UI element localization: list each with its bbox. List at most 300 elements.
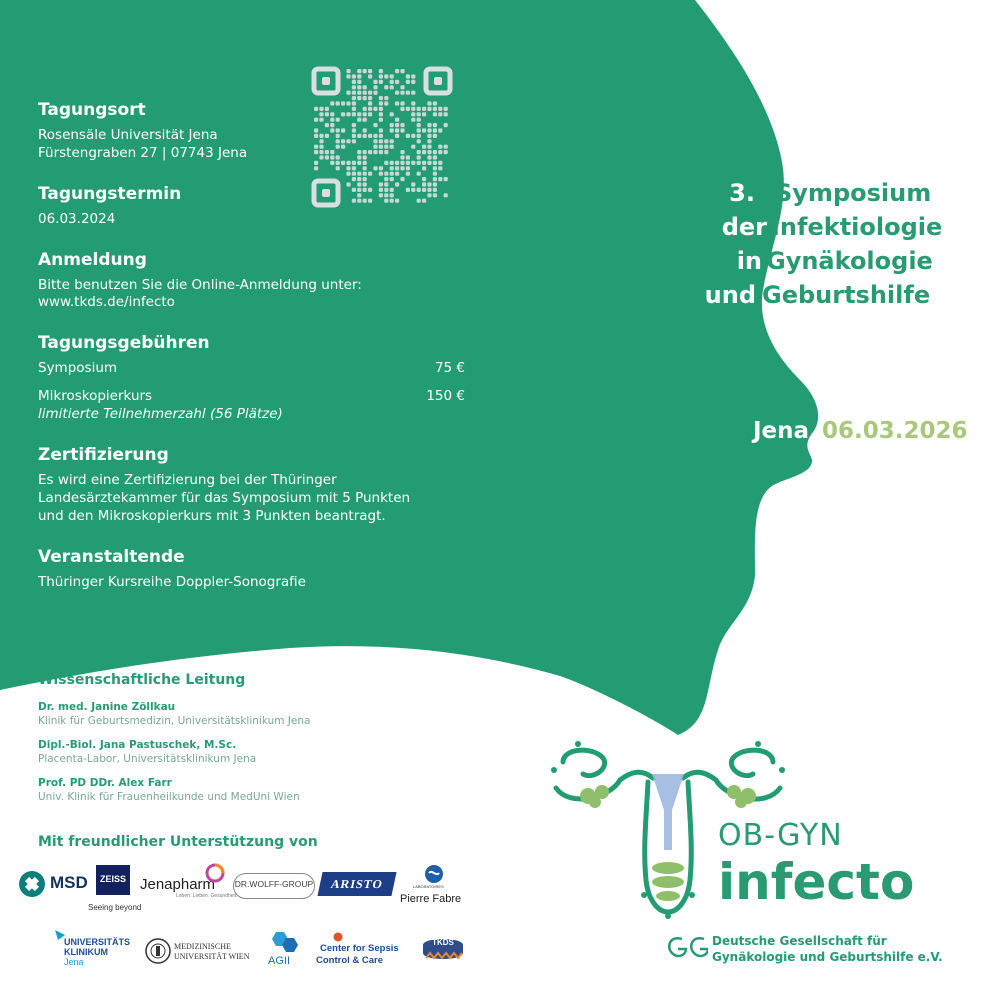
qr-module [384, 199, 388, 203]
qr-module [384, 145, 388, 149]
qr-module [330, 150, 334, 154]
qr-module [379, 145, 383, 149]
qr-module [433, 134, 437, 138]
qr-module [352, 123, 356, 127]
qr-module [395, 101, 399, 105]
qr-module [390, 85, 394, 89]
qr-module [444, 123, 448, 127]
qr-module [363, 134, 367, 138]
qr-module [384, 188, 388, 192]
qr-module [400, 69, 404, 73]
qr-module [368, 96, 372, 100]
qr-module [363, 172, 367, 176]
qr-module [444, 145, 448, 149]
qr-module [384, 139, 388, 143]
qr-module [368, 172, 372, 176]
qr-module [330, 123, 334, 127]
qr-module [395, 118, 399, 122]
qr-module [417, 123, 421, 127]
qr-module [422, 150, 426, 154]
qr-module [390, 74, 394, 78]
registration-link[interactable]: www.tkds.de/infecto [38, 294, 175, 310]
qr-module [384, 150, 388, 154]
qr-module [422, 145, 426, 149]
qr-module [400, 101, 404, 105]
qr-module [363, 161, 367, 165]
qr-module [384, 161, 388, 165]
qr-module [336, 134, 340, 138]
qr-module [400, 128, 404, 132]
ukj-logo-line-3: Jena [64, 957, 84, 967]
qr-module [341, 145, 345, 149]
qr-module [400, 85, 404, 89]
qr-module [390, 161, 394, 165]
qr-module [400, 166, 404, 170]
qr-module [411, 182, 415, 186]
title-word-symposium: Symposium [775, 179, 932, 207]
qr-module [390, 172, 394, 176]
qr-module [422, 107, 426, 111]
qr-module [352, 85, 356, 89]
qr-module [411, 134, 415, 138]
qr-module [379, 139, 383, 143]
qr-module [325, 134, 329, 138]
qr-module [395, 91, 399, 95]
qr-module [325, 107, 329, 111]
meduni-wien-line-2: UNIVERSITÄT WIEN [174, 952, 250, 961]
qr-module [411, 80, 415, 84]
qr-module [363, 91, 367, 95]
qr-module [363, 177, 367, 181]
qr-module [400, 155, 404, 159]
venue-line-2: Fürstengraben 27 | 07743 Jena [38, 145, 248, 161]
qr-module [357, 85, 361, 89]
qr-module [390, 166, 394, 170]
qr-module [379, 128, 383, 132]
qr-module [346, 182, 350, 186]
qr-module [319, 155, 323, 159]
qr-module [444, 193, 448, 197]
qr-module [406, 91, 410, 95]
qr-module [379, 80, 383, 84]
qr-module [368, 150, 372, 154]
sepsis-logo-line-1: Center for Sepsis [320, 943, 399, 954]
qr-module [384, 85, 388, 89]
fee-label-symposium: Symposium [38, 360, 118, 376]
qr-module [352, 74, 356, 78]
qr-module [379, 182, 383, 186]
qr-module [427, 182, 431, 186]
zeiss-tagline: Seeing beyond [88, 903, 142, 912]
qr-module [325, 150, 329, 154]
qr-module [379, 69, 383, 73]
qr-module [368, 74, 372, 78]
qr-module [336, 118, 340, 122]
qr-module [352, 172, 356, 176]
qr-module [390, 145, 394, 149]
qr-module [346, 101, 350, 105]
qr-module [433, 161, 437, 165]
qr-module [363, 166, 367, 170]
qr-module [368, 107, 372, 111]
person-affiliation: Klinik für Geburtsmedizin, Universitätsklinikum Jena [38, 715, 311, 727]
title-word-der: der [721, 213, 767, 241]
jenapharm-tagline: Leben. Lieben. Gesundheit. [176, 893, 238, 899]
qr-module [417, 134, 421, 138]
qr-module [417, 155, 421, 159]
qr-module [427, 123, 431, 127]
qr-module [433, 182, 437, 186]
qr-module [330, 101, 334, 105]
qr-module [325, 112, 329, 116]
qr-module [346, 91, 350, 95]
qr-module [433, 177, 437, 181]
qr-module [433, 172, 437, 176]
qr-module [373, 107, 377, 111]
qr-module [422, 128, 426, 132]
qr-module [422, 188, 426, 192]
qr-module [363, 96, 367, 100]
wolff-logo [233, 873, 315, 899]
qr-module [357, 118, 361, 122]
qr-module [406, 155, 410, 159]
fees-heading: Tagungsgebühren [38, 333, 210, 353]
qr-module [352, 112, 356, 116]
qr-module [384, 172, 388, 176]
qr-module [411, 118, 415, 122]
qr-module [406, 172, 410, 176]
qr-module [346, 161, 350, 165]
qr-module [433, 107, 437, 111]
qr-module [357, 80, 361, 84]
qr-module [433, 101, 437, 105]
qr-module [363, 182, 367, 186]
qr-module [379, 112, 383, 116]
qr-module [417, 118, 421, 122]
qr-module [352, 80, 356, 84]
venue-heading: Tagungsort [38, 100, 146, 120]
qr-module [363, 118, 367, 122]
pierre-fabre-text: Pierre Fabre [400, 893, 462, 905]
certification-heading: Zertifizierung [38, 445, 169, 465]
scientific-leadership-heading: Wissenschaftliche Leitung [38, 672, 246, 688]
qr-module [444, 112, 448, 116]
qr-module [417, 112, 421, 116]
support-heading: Mit freundlicher Unterstützung von [38, 834, 318, 850]
qr-module [438, 145, 442, 149]
qr-module [319, 107, 323, 111]
pierre-fabre-icon [424, 864, 444, 884]
qr-module [373, 80, 377, 84]
title-word-und: und [704, 281, 756, 309]
qr-module [406, 166, 410, 170]
qr-module [363, 155, 367, 159]
qr-module [433, 155, 437, 159]
qr-module [341, 161, 345, 165]
qr-module [417, 188, 421, 192]
qr-module [411, 188, 415, 192]
qr-module [346, 166, 350, 170]
jenapharm-ring-icon [204, 862, 226, 884]
qr-module [357, 155, 361, 159]
ukj-logo-line-1: UNIVERSITÄTS [64, 937, 131, 947]
qr-module [400, 150, 404, 154]
qr-module [390, 80, 394, 84]
qr-module [379, 150, 383, 154]
qr-module [379, 101, 383, 105]
dggg-line-2: Gynäkologie und Geburtshilfe e.V. [712, 950, 943, 964]
qr-module [336, 166, 340, 170]
qr-module [319, 118, 323, 122]
qr-module [357, 188, 361, 192]
qr-module [379, 172, 383, 176]
qr-module [357, 150, 361, 154]
qr-module [379, 96, 383, 100]
qr-module [352, 91, 356, 95]
qr-module [379, 166, 383, 170]
qr-module [417, 139, 421, 143]
qr-module [357, 91, 361, 95]
qr-module [400, 123, 404, 127]
qr-module [352, 134, 356, 138]
qr-module [379, 74, 383, 78]
qr-module [352, 107, 356, 111]
qr-module [444, 150, 448, 154]
qr-module [395, 161, 399, 165]
qr-module [319, 145, 323, 149]
qr-module [438, 128, 442, 132]
qr-module [363, 107, 367, 111]
qr-module [352, 166, 356, 170]
qr-module [427, 128, 431, 132]
qr-module [438, 166, 442, 170]
qr-module [422, 112, 426, 116]
qr-module [357, 96, 361, 100]
agii-logo-icon [268, 930, 300, 956]
fee-price-symposium: 75 € [434, 360, 465, 376]
qr-module [444, 107, 448, 111]
qr-module [411, 112, 415, 116]
qr-module [400, 177, 404, 181]
qr-module [357, 161, 361, 165]
qr-module [438, 161, 442, 165]
qr-module [433, 150, 437, 154]
qr-module [373, 91, 377, 95]
qr-module [357, 69, 361, 73]
dggg-logo-icon [664, 933, 708, 961]
person-name: Prof. PD DDr. Alex Farr [38, 777, 172, 789]
qr-module [352, 128, 356, 132]
jenapharm-logo-text: Jenapharm [140, 876, 216, 893]
qr-module [433, 166, 437, 170]
qr-module [346, 172, 350, 176]
qr-code[interactable] [311, 66, 453, 208]
qr-module [368, 134, 372, 138]
qr-module [384, 177, 388, 181]
qr-module [433, 123, 437, 127]
wolff-logo-text: DR.WOLFF-GROUP [234, 879, 314, 889]
qr-module [384, 193, 388, 197]
qr-module [336, 145, 340, 149]
qr-module [411, 145, 415, 149]
qr-module [433, 193, 437, 197]
fee-note-microscopy: limitierte Teilnehmerzahl (56 Plätze) [38, 406, 283, 422]
qr-module [352, 161, 356, 165]
qr-module [400, 91, 404, 95]
qr-module [390, 199, 394, 203]
event-date: 06.03.2026 [822, 418, 968, 444]
qr-module [314, 118, 318, 122]
qr-module [411, 74, 415, 78]
person-affiliation: Univ. Klinik für Frauenheilkunde und MedUni Wien [38, 791, 300, 803]
qr-module [417, 172, 421, 176]
qr-module [417, 128, 421, 132]
qr-module [319, 139, 323, 143]
qr-module [330, 128, 334, 132]
qr-module [427, 107, 431, 111]
qr-module [395, 69, 399, 73]
qr-module [346, 112, 350, 116]
qr-module [384, 96, 388, 100]
qr-module [336, 101, 340, 105]
qr-module [368, 188, 372, 192]
msd-logo-icon [18, 870, 46, 898]
qr-module [422, 199, 426, 203]
qr-module [346, 139, 350, 143]
qr-module [444, 177, 448, 181]
qr-module [395, 172, 399, 176]
meduni-wien-seal-icon [145, 938, 171, 964]
qr-module [330, 112, 334, 116]
qr-module [373, 123, 377, 127]
qr-module [314, 128, 318, 132]
date-value: 06.03.2024 [38, 211, 116, 227]
dggg-line-1: Deutsche Gesellschaft für [712, 934, 887, 948]
qr-module [319, 150, 323, 154]
qr-module [341, 139, 345, 143]
qr-module [427, 134, 431, 138]
sepsis-logo-icon [333, 932, 343, 942]
qr-module [427, 188, 431, 192]
qr-module [357, 182, 361, 186]
qr-module [368, 199, 372, 203]
qr-module [395, 199, 399, 203]
fee-price-microscopy: 150 € [426, 388, 465, 404]
qr-module [427, 193, 431, 197]
qr-module [373, 85, 377, 89]
qr-module [390, 128, 394, 132]
qr-module [330, 155, 334, 159]
qr-module [352, 139, 356, 143]
qr-module [357, 193, 361, 197]
person-name: Dr. med. Janine Zöllkau [38, 701, 176, 713]
qr-module [319, 112, 323, 116]
qr-module [336, 128, 340, 132]
qr-module [341, 112, 345, 116]
qr-module [314, 145, 318, 149]
qr-module [363, 112, 367, 116]
qr-module [406, 188, 410, 192]
qr-module [379, 107, 383, 111]
qr-module [357, 112, 361, 116]
qr-module [357, 199, 361, 203]
qr-module [390, 123, 394, 127]
qr-module [438, 112, 442, 116]
qr-module [395, 128, 399, 132]
agii-logo-text: AGII [268, 955, 291, 967]
qr-module [433, 128, 437, 132]
qr-module [341, 128, 345, 132]
qr-module [406, 107, 410, 111]
qr-module [427, 161, 431, 165]
qr-module [400, 107, 404, 111]
date-heading: Tagungstermin [38, 184, 182, 204]
qr-module [433, 112, 437, 116]
qr-module [406, 134, 410, 138]
qr-module [336, 155, 340, 159]
qr-module [433, 188, 437, 192]
qr-module [395, 123, 399, 127]
qr-module [438, 177, 442, 181]
aristo-logo [317, 872, 396, 896]
tkds-logo-text: TKDS [432, 938, 454, 947]
title-number: 3. [729, 179, 755, 207]
fee-label-microscopy: Mikroskopierkurs [38, 388, 153, 404]
event-city: Jena [752, 418, 809, 444]
zeiss-logo-text: ZEISS [99, 874, 126, 884]
qr-module [352, 96, 356, 100]
qr-module [411, 107, 415, 111]
qr-module [357, 172, 361, 176]
brand-infecto-text: infecto [718, 853, 915, 911]
qr-module [336, 161, 340, 165]
qr-module [330, 118, 334, 122]
qr-module [427, 139, 431, 143]
qr-module [368, 112, 372, 116]
title-word-gynaekologie: Gynäkologie [766, 247, 933, 275]
qr-module [330, 161, 334, 165]
qr-module [422, 166, 426, 170]
qr-module [427, 145, 431, 149]
qr-module [363, 69, 367, 73]
qr-module [314, 161, 318, 165]
qr-module [422, 177, 426, 181]
qr-module [373, 166, 377, 170]
qr-module [400, 161, 404, 165]
qr-module [357, 177, 361, 181]
meduni-wien-line-1: MEDIZINISCHE [174, 942, 231, 951]
qr-module [379, 118, 383, 122]
qr-module [363, 150, 367, 154]
qr-module [373, 139, 377, 143]
qr-module [422, 161, 426, 165]
qr-module [390, 139, 394, 143]
qr-module [379, 188, 383, 192]
qr-module [438, 150, 442, 154]
qr-module [336, 139, 340, 143]
qr-module [411, 91, 415, 95]
qr-module [325, 155, 329, 159]
certification-line-2: Landesärztekammer für das Symposium mit 5 Punkten [38, 490, 411, 506]
title-word-in: in [736, 247, 762, 275]
registration-heading: Anmeldung [38, 250, 147, 270]
zeiss-logo [96, 865, 130, 895]
qr-module [363, 199, 367, 203]
qr-module [352, 188, 356, 192]
qr-module [363, 188, 367, 192]
qr-module [363, 128, 367, 132]
qr-module [427, 155, 431, 159]
